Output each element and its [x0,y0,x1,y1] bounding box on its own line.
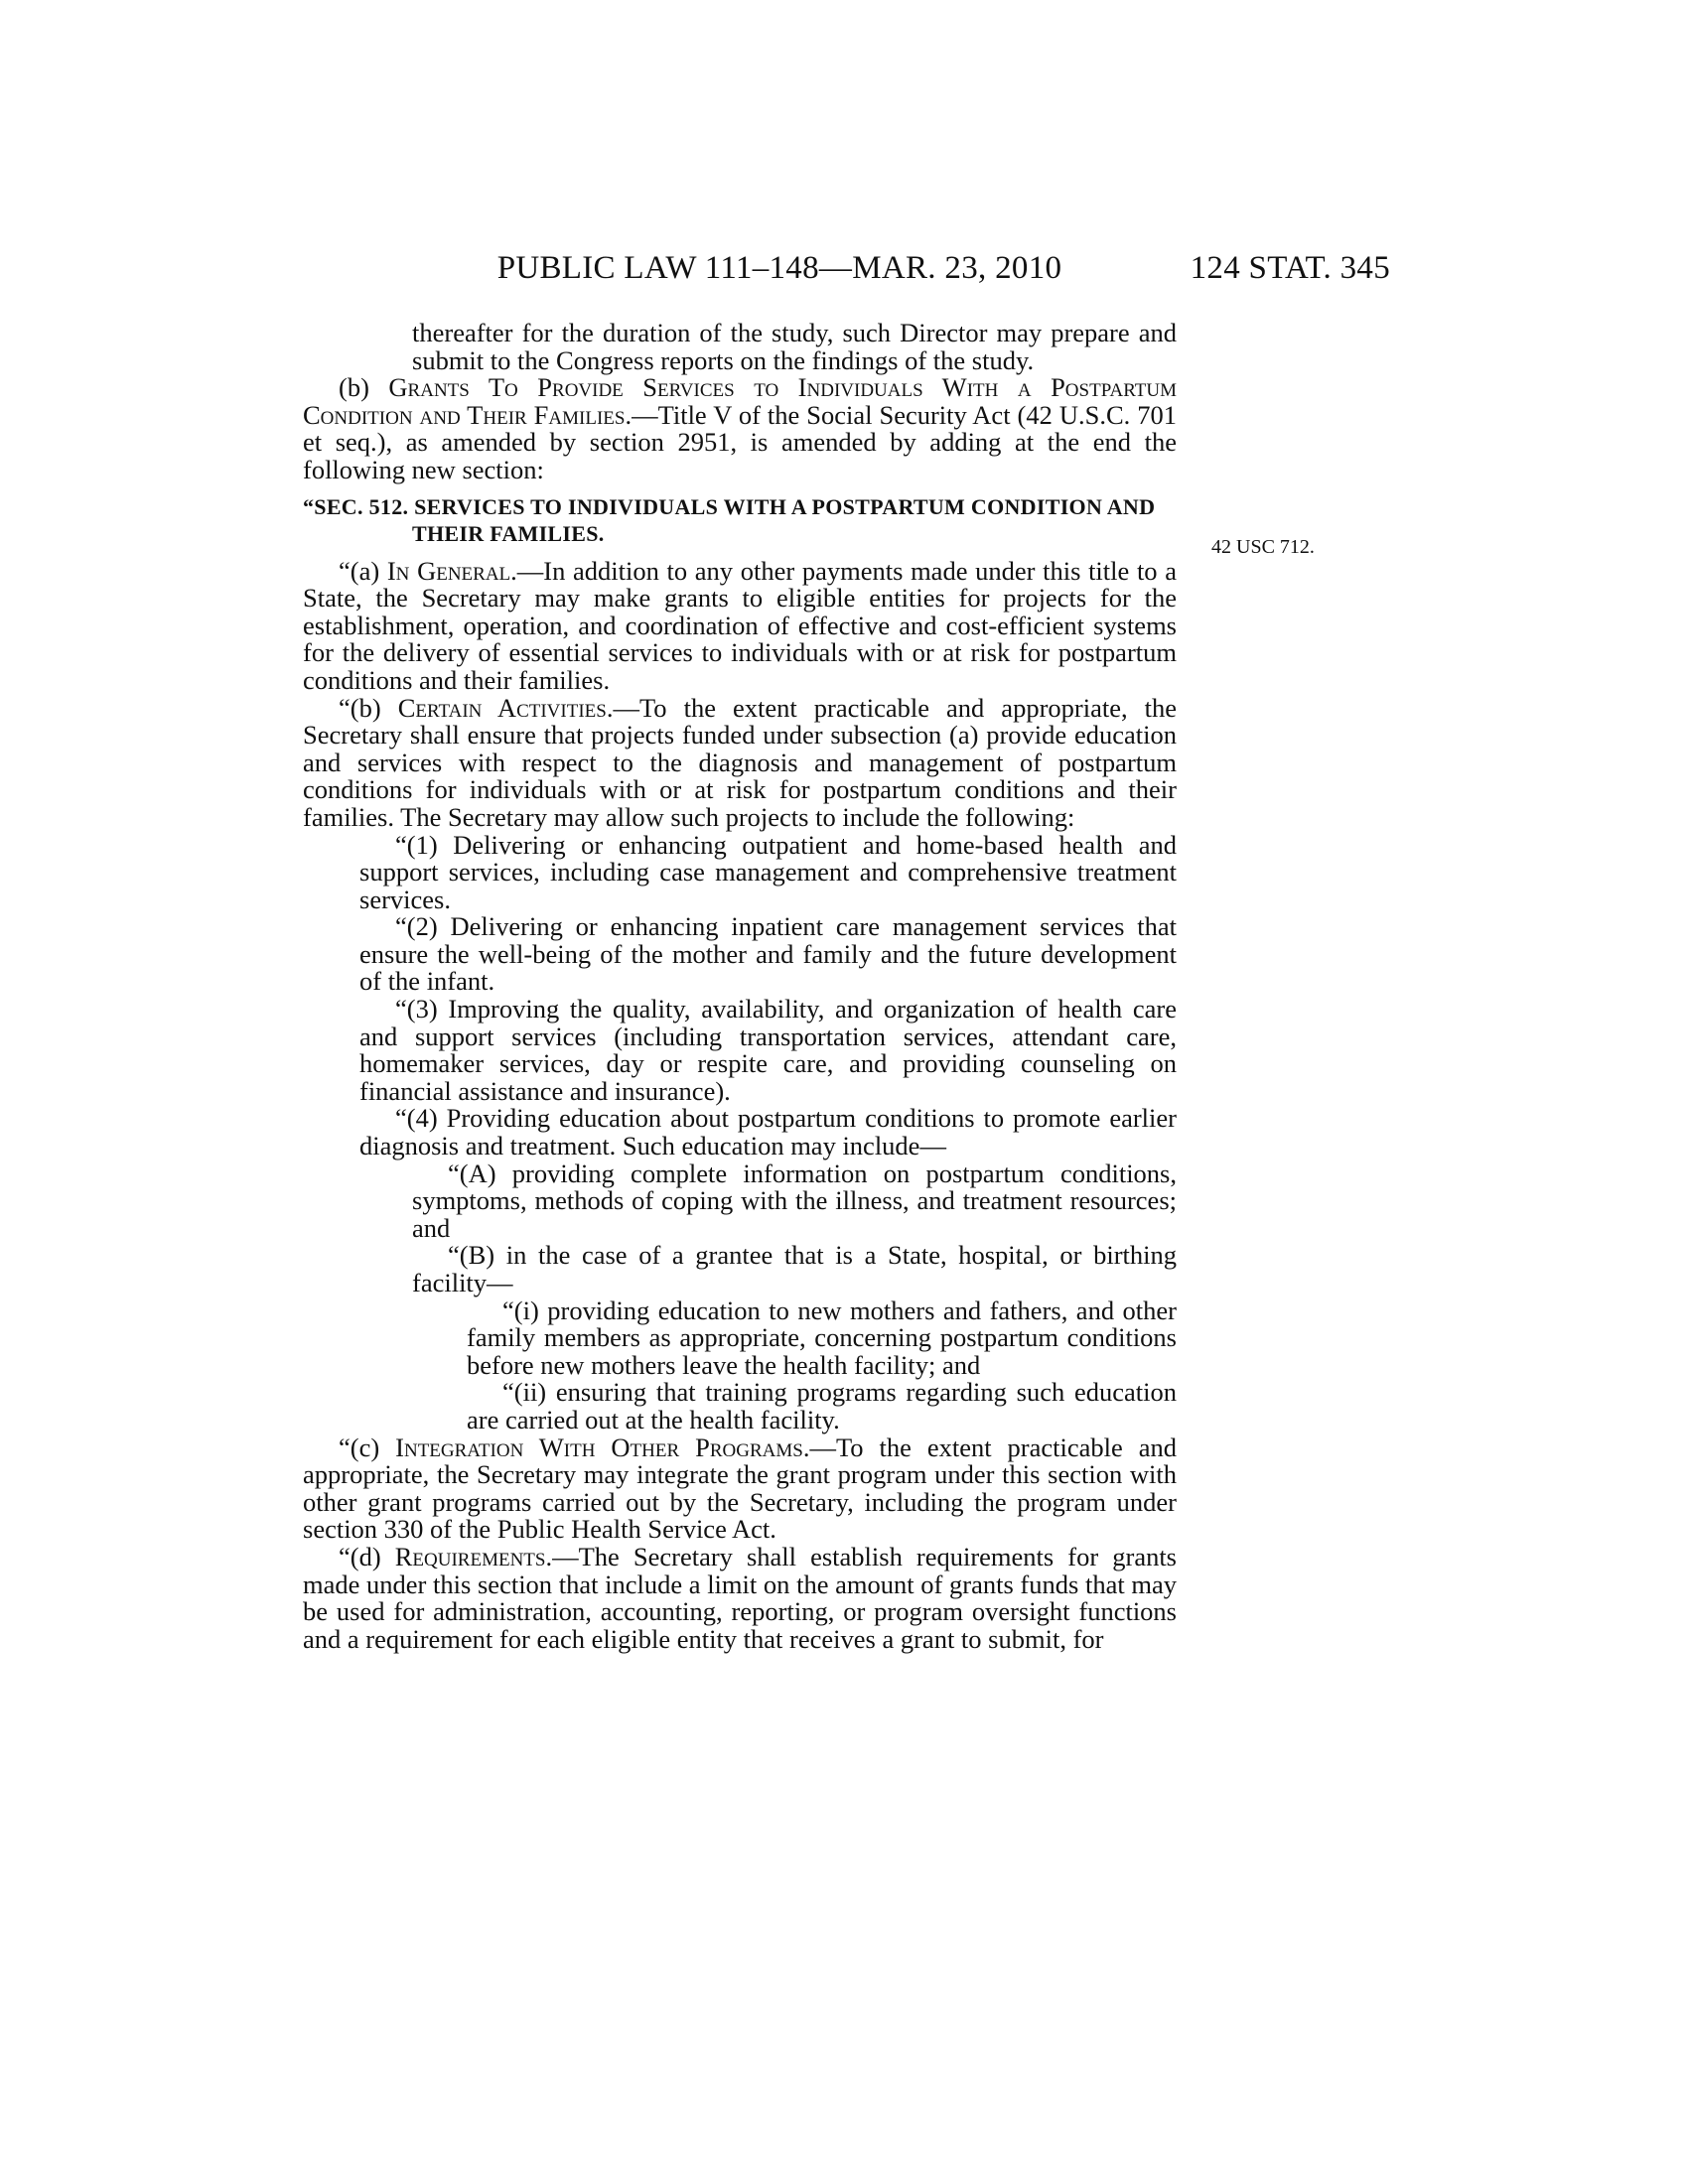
subsection-heading: Certain Activities. [397,692,614,723]
section-heading: “SEC. 512. SERVICES TO INDIVIDUALS WITH A POSTPARTUM CONDITION AND THEIR FAMILIES. [303,493,1156,546]
subsection-number: “(b) [339,692,381,723]
subsection-text: —To the extent practicable and appropriate, the Secretary may integrate the grant program under this section with other grant programs carried out by the Secretary, including the program under section 330 of the Public Health Service Act. [303,1432,1177,1545]
list-item-1: “(1) Delivering or enhancing outpatient and home-based health and support services, including case management and comprehensive treatment services. [359,829,1177,914]
subsection-heading: Integration With Other Programs. [395,1432,810,1462]
paragraph-a [303,555,1177,695]
subsection-heading: Grants To Provide Services to Individuals With a Postpartum Condition and Their Families. [303,372,1178,430]
subsection-text: —To the extent practicable and appropriate, the Secretary shall ensure that projects funded under subsection (a) provide education and services with respect to the diagnosis and management of postpartum conditions for individuals with or at risk for postpartum conditions and their families. The Secretary may allow such projects to include the following: [303,692,1177,832]
subsection-text: —The Secretary shall establish requirements for grants made under this section that include a limit on the amount of grants funds that may be used for administration, accounting, reporting, or program oversight functions and a requirement for each eligible entity that receives a grant to submit, for [303,1541,1177,1654]
page-header [422,250,1390,290]
list-item-i: “(i) providing education to new mothers and fathers, and other family members as appropriate, concerning postpartum conditions before new mothers leave the health facility; and [467,1295,1177,1380]
subsection-text: —Title V of the Social Security Act (42 U.S.C. 701 et seq.), as amended by section 2951, is amended by adding at the end the following new section: [303,399,1177,484]
subsection-number: “(d) [339,1541,381,1571]
document-body [303,320,1177,1653]
paragraph-d [303,1541,1177,1654]
paragraph-c [303,1434,1177,1544]
margin-citation: 42 USC 712. [1211,536,1315,558]
list-item-A: “(A) providing complete information on postpartum conditions, symptoms, methods of coping with the illness, and treatment resources; and [412,1158,1177,1243]
subsection-number: (b) [339,372,369,403]
paragraph-b [303,374,1177,483]
subsection-number: “(c) [339,1432,380,1462]
subsection-heading: In General. [386,555,517,586]
subsection-heading: Requirements. [394,1541,553,1571]
subsection-number: “(a) [339,555,380,586]
list-item-2: “(2) Delivering or enhancing inpatient care management services that ensure the well-being of the mother and family and the future development of the infant. [359,911,1177,997]
paragraph-b2 [303,692,1177,832]
list-item-4: “(4) Providing education about postpartum conditions to promote earlier diagnosis and treatment. Such education may include— [359,1103,1177,1161]
paragraph-continued: thereafter for the duration of the study, such Director may prepare and submit to the Congress reports on the findings of the study. [412,318,1177,375]
list-item-3: “(3) Improving the quality, availability, and organization of health care and support services (including transportation services, attendant care, homemaker services, day or respite care, and providing counseling on financial assistance and insurance). [359,994,1177,1106]
list-item-B: “(B) in the case of a grantee that is a State, hospital, or birthing facility— [412,1240,1177,1297]
subsection-text: —In addition to any other payments made under this title to a State, the Secretary may make grants to eligible entities for projects for the establishment, operation, and coordination of effective and cost-efficient systems for the delivery of essential services to individuals with or at risk for postpartum conditions and their families. [303,555,1177,695]
page-number: 124 STAT. 345 [1190,250,1390,286]
page-title: PUBLIC LAW 111–148—MAR. 23, 2010 [496,250,1062,286]
list-item-ii: “(ii) ensuring that training programs regarding such education are carried out at the health facility. [467,1377,1177,1434]
